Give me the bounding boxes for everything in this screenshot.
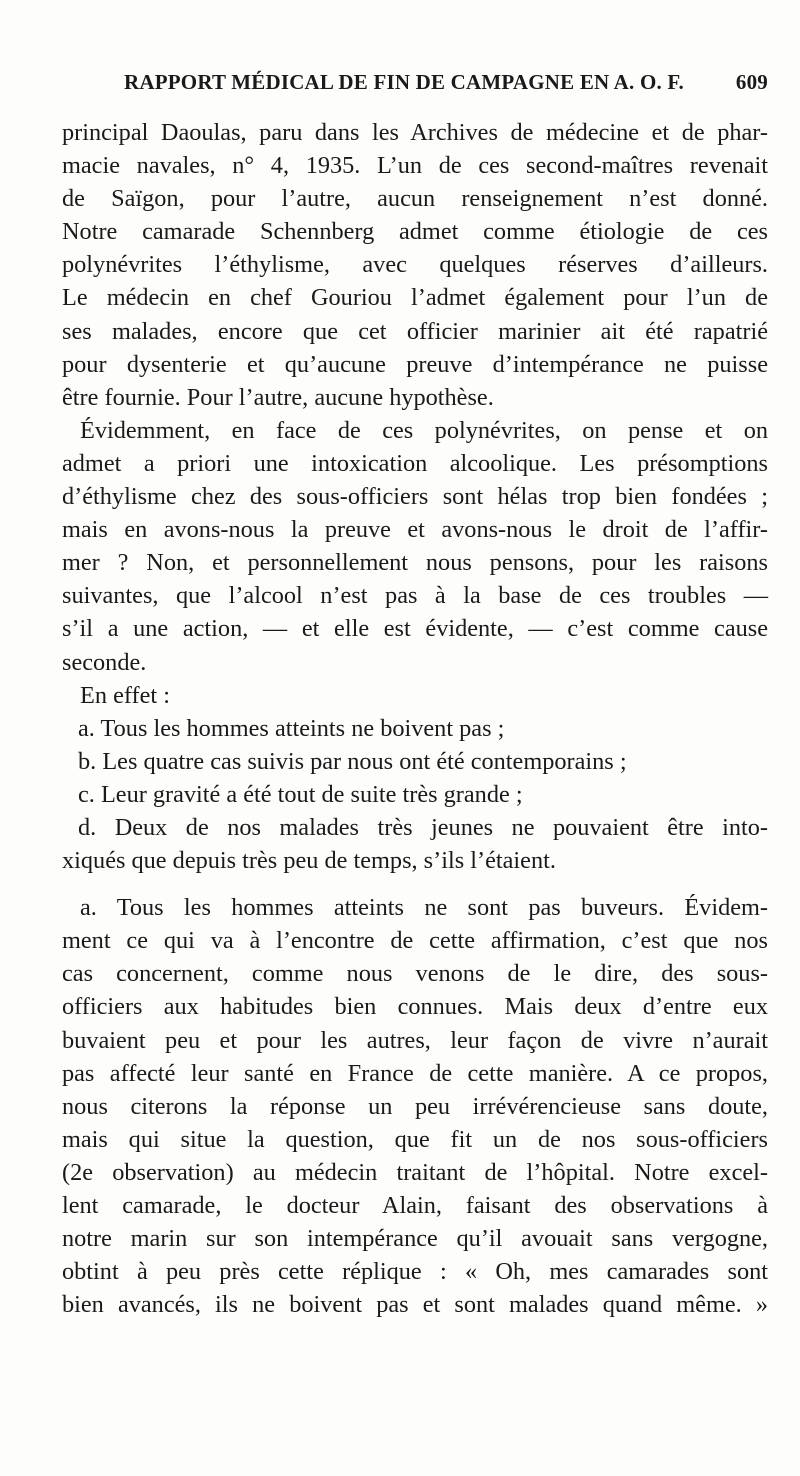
text-line: admet a priori une intoxication alcoolique. Les présomptions xyxy=(62,449,768,477)
enumerated-list xyxy=(62,712,768,877)
text-line: buvaient peu et pour les autres, leur façon de vivre n’aurait xyxy=(62,1026,768,1054)
text-line: cas concernent, comme nous venons de le dire, des sous- xyxy=(62,960,768,988)
text-line: de Saïgon, pour l’autre, aucun renseignement n’est donné. xyxy=(62,185,768,213)
running-head-title: RAPPORT MÉDICAL DE FIN DE CAMPAGNE EN A. O. F. xyxy=(124,70,684,94)
running-head xyxy=(118,70,768,100)
paragraph-4 xyxy=(62,891,768,1321)
list-text: Leur gravité a été tout de suite très grande ; xyxy=(100,780,523,808)
text-line: polynévrites l’éthylisme, avec quelques réserves d’ailleurs. xyxy=(62,251,768,279)
text-line: a. Tous les hommes atteints ne sont pas buveurs. Évidem- xyxy=(80,894,768,922)
text-line: officiers aux habitudes bien connues. Mais deux d’entre eux xyxy=(62,993,768,1021)
list-item-c xyxy=(62,778,768,811)
list-letter: d. xyxy=(78,813,97,841)
text-line: bien avancés, ils ne boivent pas et sont malades quand même. » xyxy=(62,1291,768,1319)
list-text: Tous les hommes atteints ne boivent pas ; xyxy=(100,714,505,742)
text-line: s’il a une action, — et elle est évidente, — c’est comme cause xyxy=(62,615,768,643)
text-line: être fournie. Pour l’autre, aucune hypothèse. xyxy=(62,383,494,411)
text-line: ses malades, encore que cet officier marinier ait été rapatrié xyxy=(62,317,768,345)
text-line: nous citerons la réponse un peu irrévérencieuse sans doute, xyxy=(62,1092,768,1120)
body-text xyxy=(62,116,768,1321)
list-item-first-line xyxy=(78,811,768,844)
text-line: notre marin sur son intempérance qu’il avouait sans vergogne, xyxy=(62,1225,768,1253)
list-letter: c. xyxy=(78,780,95,808)
text-line: d’éthylisme chez des sous-officiers sont hélas trop bien fondées ; xyxy=(62,483,768,511)
page-number: 609 xyxy=(735,70,768,94)
text-line: obtint à peu près cette réplique : « Oh, mes camarades sont xyxy=(62,1258,768,1286)
text-line: suivantes, que l’alcool n’est pas à la base de ces troubles — xyxy=(62,582,768,610)
text-line: mais en avons-nous la preuve et avons-nous le droit de l’affir- xyxy=(62,516,768,544)
text-line: En effet : xyxy=(80,681,170,709)
text-line: seconde. xyxy=(62,648,147,676)
paragraph-3 xyxy=(62,679,768,712)
text-line: principal Daoulas, paru dans les Archives de médecine et de phar- xyxy=(62,119,768,146)
text-line: pour dysenterie et qu’aucune preuve d’intempérance ne puisse xyxy=(62,350,768,378)
list-text: Les quatre cas suivis par nous ont été contemporains ; xyxy=(102,747,627,775)
text-line: ment ce qui va à l’encontre de cette affirmation, c’est que nos xyxy=(62,927,768,955)
text-line: Évidemment, en face de ces polynévrites, on pense et on xyxy=(80,416,768,444)
section-gap xyxy=(62,877,768,891)
text-line: mais qui situe la question, que fit un de nos sous-officiers xyxy=(62,1125,768,1153)
list-item-d xyxy=(62,811,768,877)
list-item-a xyxy=(62,712,768,745)
list-text-continuation: xiqués que depuis très peu de temps, s’ils l’étaient. xyxy=(62,847,556,875)
text-line: pas affecté leur santé en France de cette manière. A ce propos, xyxy=(62,1059,768,1087)
paragraph-1 xyxy=(62,116,768,414)
list-letter: b. xyxy=(78,747,97,775)
text-line: lent camarade, le docteur Alain, faisant des observations à xyxy=(62,1192,768,1219)
text-line: Notre camarade Schennberg admet comme étiologie de ces xyxy=(62,218,768,246)
text-line: (2e observation) au médecin traitant de l’hôpital. Notre excel- xyxy=(62,1158,768,1186)
text-line: mer ? Non, et personnellement nous pensons, pour les raisons xyxy=(62,549,768,577)
paragraph-2 xyxy=(62,414,768,679)
text-line: macie navales, n° 4, 1935. L’un de ces second-maîtres revenait xyxy=(62,152,768,180)
list-text: Deux de nos malades très jeunes ne pouvaient être into- xyxy=(114,813,768,841)
list-letter: a. xyxy=(78,714,95,742)
text-line: Le médecin en chef Gouriou l’admet également pour l’un de xyxy=(62,284,768,312)
list-item-b xyxy=(62,745,768,778)
